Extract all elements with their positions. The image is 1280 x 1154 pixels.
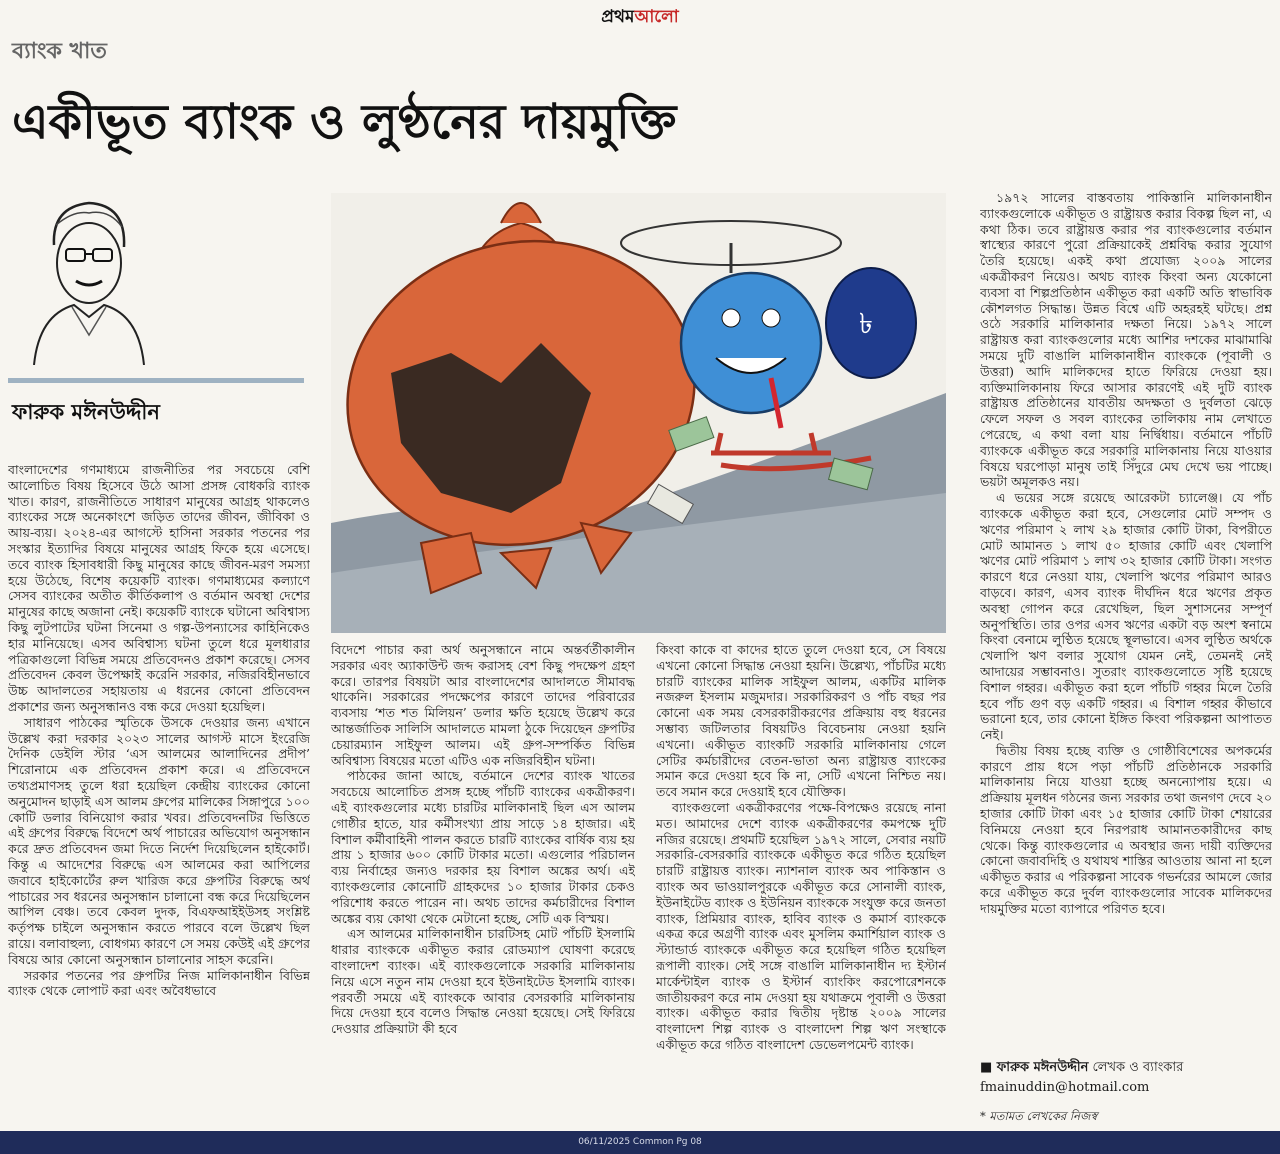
svg-text:৳: ৳: [859, 307, 873, 340]
page-footer: 06/11/2025 Common Pg 08: [0, 1131, 1280, 1154]
author-byline: ফারুক মঈনউদ্দীন: [12, 400, 160, 424]
article-column-3: [656, 642, 946, 1122]
illustration-art: [331, 193, 946, 633]
disclaimer-note: * মতামত লেখকের নিজস্ব: [980, 1109, 1098, 1123]
editorial-illustration: [331, 193, 946, 633]
masthead-logo: প্রথমআলো: [601, 7, 679, 27]
signature-role: লেখক ও ব্যাংকার: [1088, 1060, 1184, 1075]
paragraph: এস আলমের মালিকানাধীন চারটিসহ মোট পাঁচটি ইসলামি ধারার ব্যাংককে একীভূত করার রোডম্যাপ ঘোষণা করেছে বাংলাদেশ ব্যাংক। এই ব্যাংকগুলোকে সরকারি মালিকানায় নিয়ে এসে নতুন নাম দেওয়া হবে ইউনাইটেড ইসলামি ব্যাংক। পরবর্তী সময়ে এই ব্যাংককে আবার বেসরকারি মালিকানায় দিয়ে দেওয়া হবে বলেও সিদ্ধান্ত নেওয়া হয়েছে। সেই ফিরিয়ে দেওয়ার প্রক্রিয়াটা কী হবে: [331, 926, 635, 1037]
paragraph: ব্যাংকগুলো একত্রীকরণের পক্ষে-বিপক্ষেও রয়েছে নানা মত। আমাদের দেশে ব্যাংক একত্রীকরণের কমপক্ষে দুটি নজির রয়েছে। প্রথমটি হয়েছিল ১৯৭২ সালে, সেবার নয়টি সরকারি-বেসরকারি ব্যাংককে একীভূত করে গঠিত হয়েছিল চারটি রাষ্ট্রায়ত্ত ব্যাংক। ন্যাশনাল ব্যাংক অব পাকিস্তান ও ব্যাংক অব ভাওয়ালপুরকে একীভূত করে সোনালী ব্যাংক, ইউনাইটেড ব্যাংক ও ইউনিয়ন ব্যাংককে সংযুক্ত করে জনতা ব্যাংক, প্রিমিয়ার ব্যাংক, হাবিব ব্যাংক ও কমার্স ব্যাংককে একত্র করে অগ্রণী ব্যাংক এবং মুসলিম কমার্শিয়াল ব্যাংক ও স্ট্যান্ডার্ড ব্যাংককে একীভূত করে হয়েছিল গঠিত হয়েছিল রূপালী ব্যাংক। সেই সঙ্গে বাঙালি মালিকানাধীন দ্য ইস্টার্ন মার্কেন্টাইল ব্যাংক ও ইস্টার্ন ব্যাংকিং করপোরেশনকে জাতীয়করণ করে নাম দেওয়া হয় যথাক্রমে পূবালী ও উত্তরা ব্যাংক। একীভূত করার দ্বিতীয় দৃষ্টান্ত ২০০৯ সালের বাংলাদেশ শিল্প ব্যাংক ও বাংলাদেশ শিল্প ঋণ সংস্থাকে একীভূত করে গঠিত বাংলাদেশ ডেভেলপমেন্ট ব্যাংক।: [656, 799, 946, 1052]
byline-rule: [8, 378, 304, 383]
author-email[interactable]: fmainuddin@hotmail.com: [980, 1080, 1150, 1095]
paragraph: এ ভয়ের সঙ্গে রয়েছে আরেকটা চ্যালেঞ্জ। যে পাঁচ ব্যাংককে একীভূত করা হবে, সেগুলোর মোট সম্পদ ও ঋণের পরিমাণ ২ লাখ ২৯ হাজার কোটি টাকা, বিপরীতে মোট আমানত ১ লাখ ৫০ হাজার কোটি এবং খেলাপি ঋণের মোট পরিমাণ ১ লাখ ৩২ হাজার কোটি টাকা। সংগত কারণে ধরে নেওয়া যায়, খেলাপি ঋণের পরিমাণ আরও বাড়বে। কারণ, এসব ব্যাংক দীর্ঘদিন ধরে ঋণের প্রকৃত অবস্থা গোপন করে রেখেছিল, ছিল সুশাসনের সম্পূর্ণ অনুপস্থিতি। তার ওপর এসব ঋণের একটা বড় অংশ স্বনামে কিংবা বেনামে লুণ্ঠিত হয়েছে স্থূলভাবে। এসব লুণ্ঠিত অর্থকে খেলাপি ঋণ বলার সুযোগ যেমন নেই, তেমনই নেই আদায়ের সম্ভাবনাও। সুতরাং ব্যাংকগুলোতে সৃষ্টি হয়েছে বিশাল গহ্বর। একীভূত করা হলে পাঁচটি গহ্বর মিলে তৈরি হবে পাঁচ গুণ বড় একটি গহ্বর। এ বিশাল গহ্বর কীভাবে ভরানো হবে, তার কোনো ইঙ্গিত কিংবা পরিকল্পনা আপাতত নেই।: [980, 490, 1272, 743]
paragraph: বিদেশে পাচার করা অর্থ অনুসন্ধানে নামে অন্তর্বর্তীকালীন সরকার এবং অ্যাকাউন্ট জব্দ করাসহ বেশ কিছু পদক্ষেপ গ্রহণ করে। তারপর বিষয়টা আর বাংলাদেশের আদালতে সীমাবদ্ধ থাকেনি। সরকারের পদক্ষেপের কারণে তাদের পরিবারের ব্যবসায় ‘শত শত মিলিয়ন’ ডলার ক্ষতি হয়েছে উল্লেখ করে আন্তর্জাতিক সালিসি আদালতে মামলা ঠুকে দিয়েছেন গ্রুপটির চেয়ারম্যান সাইফুল আলম। এই গ্রুপ-সম্পর্কিত বিভিন্ন অবিশ্বাস্য বিষয়ের মতো এটিও এক নজিরবিহীন ঘটনা।: [331, 642, 635, 768]
paragraph: দ্বিতীয় বিষয় হচ্ছে ব্যক্তি ও গোষ্ঠীবিশেষের অপকর্মের কারণে প্রায় ধসে পড়া পাঁচটি প্রতিষ্ঠানকে সরকারি মালিকানায় নিয়ে যাওয়া হচ্ছে অনন্যোপায় হয়ে। এ প্রক্রিয়ায় মূলধন গঠনের জন্য সরকার তথা জনগণ দেবে ২০ হাজার কোটি টাকা এবং ১৫ হাজার কোটি টাকা শেয়ারের বিনিময়ে নেওয়া হবে নিরপরাধ আমানতকারীদের কাছ থেকে। কিন্তু ব্যাংকগুলোর এ অবস্থার জন্য দায়ী ব্যক্তিদের কোনো জবাবদিহি ও যথাযথ শাস্তির আওতায় আনা না হলে একীভূত করার এ পরিকল্পনা সাবেক গভর্নরের আমলে জোর করে একীভূত করে দুর্বল ব্যাংকগুলোর সাবেক মালিকদের দায়মুক্তির মতো ব্যাপারে পরিণত হবে।: [980, 742, 1272, 916]
paragraph: বাংলাদেশের গণমাধ্যমে রাজনীতির পর সবচেয়ে বেশি আলোচিত বিষয় হিসেবে উঠে আসা প্রসঙ্গ বোধকরি ব্যাংক খাত। কারণ, রাজনীতিতে সাধারণ মানুষের আগ্রহ থাকলেও ব্যাংকের সঙ্গে অনেকাংশে জড়িত তাদের জীবন, জীবিকা ও আয়-ব্যয়। ২০২৪-এর আগস্টে হাসিনা সরকার পতনের পর সংস্কার ইত্যাদির বিষয়ে মানুষের আগ্রহ ফিকে হয়ে এসেছে। তবে ব্যাংক হিসাবধারী কিছু মানুষের কাছে জীবন-মরণ সমস্যা হয়ে উঠেছে, বিশেষ কয়েকটি ব্যাংক। গণমাধ্যমের কল্যাণে সেসব ব্যাংকের অতীত কীর্তিকলাপ ও বর্তমান অবস্থা দেশের মানুষের কাছে অজানা নেই। কয়েকটি ব্যাংকে ঘটানো অবিশ্বাস্য কিছু লুটপাটের ঘটনা সিনেমা ও গল্প-উপন্যাসের কাহিনিকেও হার মানিয়েছে। এসব অবিশ্বাস্য ঘটনা তুলে ধরে মূলধারার পত্রিকাগুলো বিভিন্ন সময়ে প্রতিবেদনও প্রকাশ করেছে। সেসব প্রতিবেদন কেবল উপেক্ষাই করেনি সরকার, নজিরবিহীনভাবে উচ্চ আদালতের সহায়তায় এ ধরনের কোনো প্রতিবেদন প্রকাশের জন্য অনুসন্ধানও বন্ধ করে দেওয়া হয়েছিল।: [8, 462, 310, 714]
paragraph: সরকার পতনের পর গ্রুপটির নিজ মালিকানাধীন বিভিন্ন ব্যাংক থেকে লোপাট করা এবং অবৈধভাবে: [8, 967, 310, 999]
author-portrait: [14, 185, 164, 365]
author-signature: [980, 1058, 1272, 1098]
signature-name: ■ ফারুক মঈনউদ্দীন: [980, 1060, 1089, 1075]
headline: একীভূত ব্যাংক ও লুণ্ঠনের দায়মুক্তি: [12, 94, 677, 150]
article-column-1: [8, 462, 310, 1122]
section-label: ব্যাংক খাত: [12, 39, 107, 64]
paragraph: ১৯৭২ সালের বাস্তবতায় পাকিস্তানি মালিকানাধীন ব্যাংকগুলোকে একীভূত ও রাষ্ট্রায়ত্ত করার বিকল্প ছিল না, এ কথা ঠিক। তবে রাষ্ট্রায়ত্ত করার পর ব্যাংকগুলোর বর্তমান স্বাস্থ্যের কারণে পুরো প্রক্রিয়াকেই প্রশ্নবিদ্ধ করার সুযোগ তৈরি হয়েছে। একই কথা প্রযোজ্য ২০০৯ সালের একত্রীকরণ নিয়েও। অথচ ব্যাংক কিংবা অন্য যেকোনো ব্যবসা বা শিল্পপ্রতিষ্ঠান একীভূত করা একটি অতি স্বাভাবিক কৌশলগত সিদ্ধান্ত। উন্নত বিশ্বে এটি অহরহই ঘটছে। প্রশ্ন ওঠে সরকারি মালিকানার দক্ষতা নিয়ে। ১৯৭২ সালে রাষ্ট্রায়ত্ত করা ব্যাংকগুলোর মধ্যে আশির দশকের মাঝামাঝি সময়ে দুটি বাঙালি মালিকানাধীন ব্যাংককে (পূবালী ও উত্তরা) আদি মালিকদের হাতে ফিরিয়ে দেওয়া হয়। ব্যক্তিমালিকানায় ফিরে আসার কারণেই এই দুটি ব্যাংক রাষ্ট্রায়ত্ত প্রতিষ্ঠানের যাবতীয় অদক্ষতা ও দুর্বলতা ঝেড়ে ফেলে সফল ও সবল ব্যাংকের তালিকায় নাম লেখাতে পেরেছে, এ কথা বলা যায় নির্দ্বিধায়। বর্তমানে পাঁচটি ব্যাংককে একীভূত করে সরকারি মালিকানায় নিয়ে যাওয়ার বিষয়ে ঘরপোড়া মানুষ তাই সিঁদুরে মেঘ দেখে ভয় পাচ্ছে। ভয়টা অমূলকও নয়।: [980, 190, 1272, 490]
article-column-2: [331, 642, 635, 1122]
article-column-4: [980, 190, 1272, 1060]
paragraph: পাঠকের জানা আছে, বর্তমানে দেশের ব্যাংক খাতের সবচেয়ে আলোচিত প্রসঙ্গ হচ্ছে পাঁচটি ব্যাংকের একত্রীকরণ। এই ব্যাংকগুলোর মধ্যে চারটির মালিকানাই ছিল এস আলম গোষ্ঠীর হাতে, যার কর্মীসংখ্যা প্রায় সাড়ে ১৪ হাজার। এই বিশাল কর্মীবাহিনী পালন করতে চারটি ব্যাংকের বার্ষিক ব্যয় হয় প্রায় ১ হাজার ৬০০ কোটি টাকার মতো। এগুলোর পরিচালন ব্যয় নির্বাহের জন্যও দরকার হয় বিশাল অঙ্কের অর্থ। এই ব্যাংকগুলোর কোনোটি গ্রাহকদের ১০ হাজার টাকার চেকও পরিশোধ করতে পারেন না। অথচ তাদের কর্মচারীদের বিশাল অঙ্কের ব্যয় কোথা থেকে মেটানো হচ্ছে, সেটি এক বিস্ময়।: [331, 768, 635, 926]
paragraph: কিংবা কাকে বা কাদের হাতে তুলে দেওয়া হবে, সে বিষয়ে এখনো কোনো সিদ্ধান্ত নেওয়া হয়নি। উল্লেখ্য, পাঁচটির মধ্যে চারটি ব্যাংকের মালিক সাইফুল আলম, একটির মালিক নজরুল ইসলাম মজুমদার। সরকারিকরণ ও পাঁচ বছর পর কোনো এক সময় বেসরকারীকরণের প্রক্রিয়ায় বহু ধরনের সম্ভাব্য জটিলতার বিষয়টিও বিবেচনায় নেওয়া হয়নি এখনো। একীভূত ব্যাংকটি সরকারি মালিকানায় গেলে সেটির কর্মচারীদের বেতন-ভাতা অন্য রাষ্ট্রায়ত্ত ব্যাংকের সমান করে দেওয়া হবে কি না, সেটি এখনো নিশ্চিত নয়। তবে সমান করে দেওয়াই হবে যৌক্তিক।: [656, 642, 946, 800]
paragraph: সাধারণ পাঠকের স্মৃতিকে উসকে দেওয়ার জন্য এখানে উল্লেখ করা দরকার ২০২৩ সালের আগস্ট মাসে ইংরেজি দৈনিক ডেইলি স্টার ‘এস আলমের আলাদিনের প্রদীপ’ শিরোনামে এক প্রতিবেদন প্রকাশ করে। এ প্রতিবেদনে তথ্যপ্রমাণসহ তুলে ধরা হয়েছিল কেন্দ্রীয় ব্যাংকের কোনো অনুমোদন ছাড়াই এস আলম গ্রুপের মালিকের সিঙ্গাপুরে ১০০ কোটি ডলার বিনিয়োগ করার খবর। প্রতিবেদনটির ভিত্তিতে এই গ্রুপের বিরুদ্ধে বিদেশে অর্থ পাচারের অভিযোগ অনুসন্ধান করে দ্রুত প্রতিবেদন জমা দিতে নির্দেশ দিয়েছিলেন হাইকোর্ট। কিন্তু এ আদেশের বিরুদ্ধে এস আলমের করা আপিলের জবাবে হাইকোর্টের রুল খারিজ করে গ্রুপটির বিরুদ্ধে অর্থ পাচারের সব ধরনের অনুসন্ধান চালানো বন্ধ করে দিয়েছিলেন আপিল বেঞ্চ। তবে কেবল দুদক, বিএফআইইউসহ সংশ্লিষ্ট কর্তৃপক্ষ চাইলে অনুসন্ধান করতে পারবে বলে উল্লেখ ছিল রায়ে। বলাবাহুল্য, বোধগম্য কারণে সে সময় কেউই এই গ্রুপের বিষয়ে আর কোনো অনুসন্ধান চালানোর সাহস করেনি।: [8, 714, 310, 967]
